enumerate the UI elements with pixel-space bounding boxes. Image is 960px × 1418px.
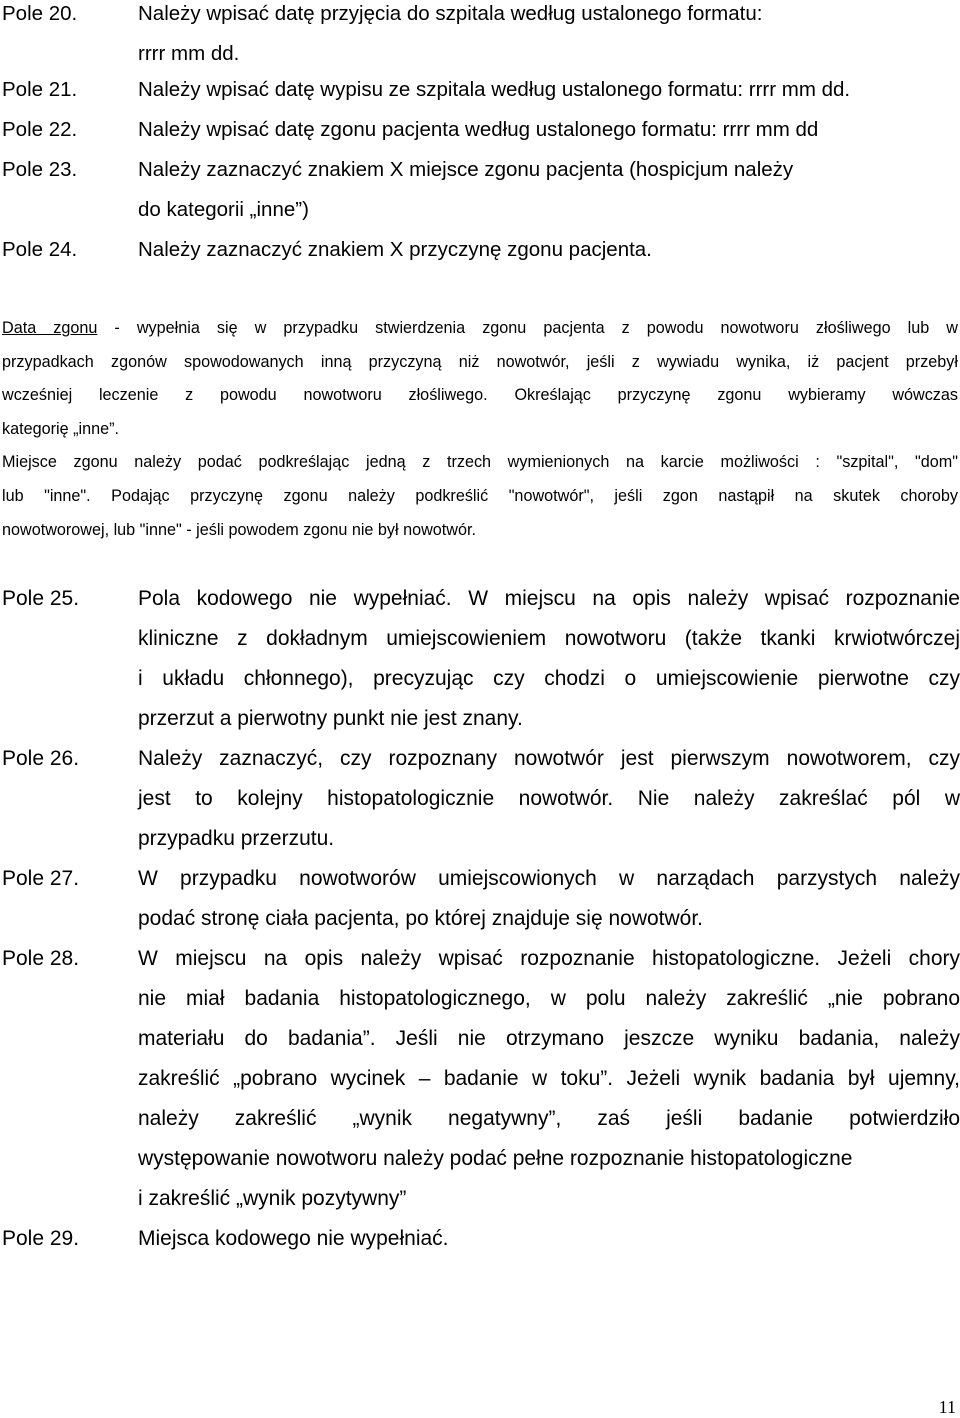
text-line: materiału do badania”. Jeśli nie otrzymano jeszcze wyniku badania, należy [138, 1027, 960, 1050]
text-line: rrrr mm dd. [138, 42, 240, 65]
field-description [138, 1219, 960, 1259]
field-label: Pole 24. [2, 238, 78, 261]
field-description [138, 859, 960, 939]
text-line: i zakreślić „wynik pozytywny” [138, 1187, 407, 1210]
text-line: W przypadku nowotworów umiejscowionych w narządach parzystych należy [138, 867, 960, 890]
note-line: lub "inne". Podając przyczynę zgonu należy podkreślić "nowotwór", jeśli zgon nastąpił na skutek choroby [2, 486, 958, 505]
note-heading: Data zgonu [2, 319, 98, 337]
text-line: i układu chłonnego), precyzując czy chodzi o umiejscowienie pierwotne czy [138, 667, 960, 690]
field-label: Pole 21. [2, 78, 78, 101]
page-number: 11 [938, 1397, 956, 1417]
field-description [138, 939, 960, 1219]
text-line: Należy wpisać datę wypisu ze szpitala według ustalonego formatu: rrrr mm dd. [138, 78, 851, 101]
field-label: Pole 20. [2, 2, 78, 25]
field-description [138, 230, 898, 270]
text-line: Należy zaznaczyć znakiem X miejsce zgonu pacjenta (hospicjum należy [138, 158, 794, 181]
text-line: przerzut a pierwotny punkt nie jest znany. [138, 707, 523, 730]
text-line: podać stronę ciała pacjenta, po której znajduje się nowotwór. [138, 907, 704, 930]
note-text: - wypełnia się w przypadku stwierdzenia zgonu pacjenta z powodu nowotworu złośliwego lub w [97, 319, 958, 337]
text-line: zakreślić „pobrano wycinek – badanie w toku”. Jeżeli wynik badania był ujemny, [138, 1067, 960, 1090]
field-label: Pole 29. [2, 1227, 80, 1250]
text-line: Pola kodowego nie wypełniać. W miejscu na opis należy wpisać rozpoznanie [138, 587, 960, 610]
text-line: kliniczne z dokładnym umiejscowieniem nowotworu (także tkanki krwiotwórczej [138, 627, 960, 650]
text-line: należy zakreślić „wynik negatywny”, zaś jeśli badanie potwierdziło [138, 1107, 960, 1130]
note-line: nowotworowej, lub "inne" - jeśli powodem zgonu nie był nowotwór. [2, 520, 476, 539]
field-description [138, 0, 898, 74]
field-description [138, 739, 960, 859]
text-line: nie miał badania histopatologicznego, w polu należy zakreślić „nie pobrano [138, 987, 960, 1010]
text-line: Należy zaznaczyć znakiem X przyczynę zgonu pacjenta. [138, 238, 652, 261]
field-label: Pole 23. [2, 158, 78, 181]
text-line: przypadku przerzutu. [138, 827, 335, 850]
field-description [138, 579, 960, 739]
field-label: Pole 25. [2, 587, 80, 610]
field-label: Pole 22. [2, 118, 78, 141]
text-line: Miejsca kodowego nie wypełniać. [138, 1227, 449, 1250]
field-description [138, 150, 898, 230]
text-line: Należy wpisać datę przyjęcia do szpitala według ustalonego formatu: [138, 2, 763, 25]
field-description [138, 70, 960, 110]
note-line: Miejsce zgonu należy podać podkreślając jedną z trzech wymienionych na karcie możliwości : "szpital", "dom" [2, 453, 958, 472]
field-label: Pole 26. [2, 747, 80, 770]
note-line: przypadkach zgonów spowodowanych inną przyczyną niż nowotwór, jeśli z wywiadu wynika, iż pacjent przebył [2, 352, 958, 371]
text-line: występowanie nowotworu należy podać pełne rozpoznanie histopatologiczne [138, 1147, 853, 1170]
text-line: Należy wpisać datę zgonu pacjenta według ustalonego formatu: rrrr mm dd [138, 118, 819, 141]
text-line: W miejscu na opis należy wpisać rozpoznanie histopatologiczne. Jeżeli chory [138, 947, 960, 970]
field-label: Pole 28. [2, 947, 80, 970]
note-line [2, 312, 958, 346]
field-description [138, 110, 898, 150]
field-label: Pole 27. [2, 867, 80, 890]
note-line: wcześniej leczenie z powodu nowotworu złośliwego. Określając przyczynę zgonu wybieramy wówczas [2, 386, 958, 405]
note-line: kategorię „inne”. [2, 419, 119, 438]
text-line: jest to kolejny histopatologicznie nowotwór. Nie należy zakreślać pól w [138, 787, 960, 810]
death-date-note [2, 312, 958, 547]
text-line: do kategorii „inne”) [138, 198, 309, 221]
text-line: Należy zaznaczyć, czy rozpoznany nowotwór jest pierwszym nowotworem, czy [138, 747, 960, 770]
